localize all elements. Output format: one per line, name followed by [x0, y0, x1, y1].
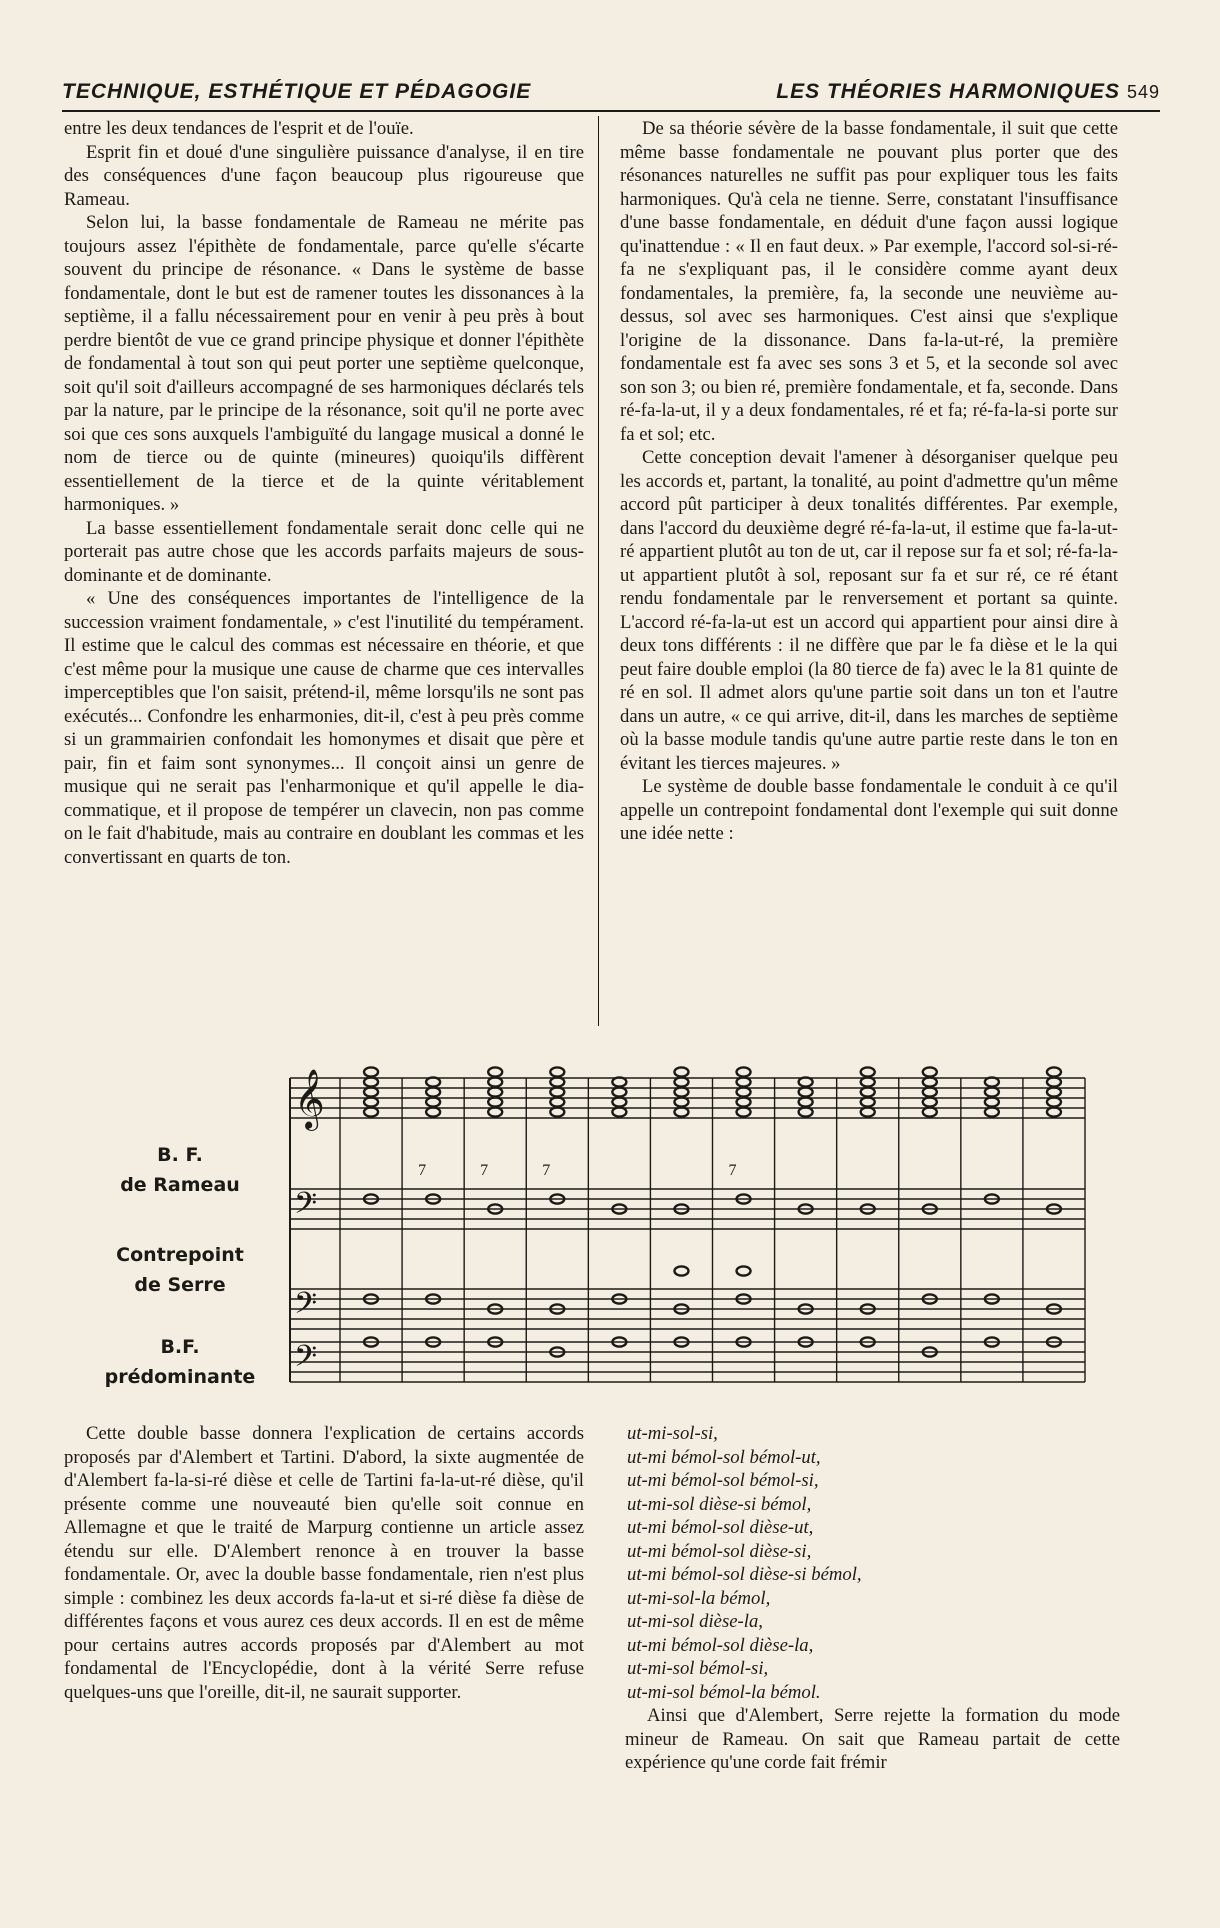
chord-note — [737, 1067, 751, 1076]
chord-note — [612, 1107, 626, 1116]
paragraph: De sa théorie sévère de la basse fondamentale, il suit que cette même basse fondamentale ne pouvant plus porter que des résonances naturelles ne suffit pas pour expliquer tous les faits harmoniques. Qu'à cela ne tienne. Serre, constatant l'insuffisance d'une basse fondamentale, en déduit d'une façon aussi logique qu'inattendue : « Il en faut deux. » Par exemple, l'accord sol-si-ré-fa ne s'expliquant pas, il le considère comme ayant deux fondamentales, la première, fa, la seconde une neuvième au-dessus, sol avec ses harmoniques. C'est ainsi que s'explique l'origine de la dissonance. Dans fa-la-ut-ré, la première fondamentale est fa avec ses sons 3 et 5, et la seconde sol avec son son 3; ou bien ré, première fondamentale, et fa, seconde. Dans ré-fa-la-ut, il y a deux fondamentales, ré et fa; ré-fa-la-si porte sur fa et sol; etc. — [620, 118, 1118, 445]
column-divider — [598, 116, 599, 1026]
header-rule — [62, 110, 1160, 112]
chord-list-item: ut-mi-sol dièse-si bémol, — [627, 1493, 812, 1515]
chord-note — [674, 1087, 688, 1096]
label-bf-rameau-line2: de Rameau — [120, 1174, 240, 1196]
chord-note — [985, 1107, 999, 1116]
chord-list-item: ut-mi-sol-si, — [627, 1423, 718, 1444]
paragraph: Cette double basse donnera l'explication de certains accords proposés par d'Alembert et Tartini. D'abord, la sixte augmentée de d'Alembert fa-la-si-ré dièse et celle de Tartini fa-la-ut-ré dièse, qu'il présente comme une nouveauté bien qu'elle soit connue en Allemagne et que le traité de Marpurg contienne un article assez étendu sur elle. D'Alembert renonce à en trouver la basse fondamentale. Or, avec la double basse fondamentale, rien n'est plus simple : combinez les deux accords fa-la-ut et si-ré dièse fa dièse de différentes façons et vous aurez ces deux accords. Il en est de même pour certains autres accords proposés par d'Alembert au mot fondamental de l'Encyclopédie, dont à la vérité Serre refuse quelques-uns que l'oreille, dit-il, ne saurait supporter. — [64, 1423, 584, 1703]
chord-list-item: ut-mi bémol-sol dièse-si, — [627, 1540, 812, 1562]
musical-example — [250, 1052, 1096, 1388]
chord-note — [364, 1077, 378, 1086]
lower-left-column-text — [64, 1422, 584, 1704]
chord-list-item: ut-mi bémol-sol dièse-ut, — [627, 1517, 814, 1538]
label-contrepoint-line1: Contrepoint — [116, 1244, 244, 1266]
chord-list-item: ut-mi bémol-sol bémol-ut, — [627, 1446, 821, 1468]
paragraph: Selon lui, la basse fondamentale de Rameau ne mérite pas toujours assez l'épithète de fondamentale, parce qu'elle s'écarte souvent du principe de résonance. « Dans le système de basse fondamentale, dont le but est de ramener toutes les dissonances à la septième, il a fallu nécessairement pour en venir à peu près à bout perdre bientôt de vue ce grand principe physique et donner l'épithète de fondamental à tout son qui peut porter une septième quelconque, soit qu'il soit d'ailleurs accompagné de ses harmoniques déclarés tels par la nature, par le principe de la résonance, soit qu'il ne porte avec soi que ces sons auxquels l'ambiguïté du langage musical a donné le nom de tierce ou de quinte (mineures) quoiqu'ils diffèrent essentiellement de la tierce et de la quinte véritablement harmoniques. » — [64, 212, 584, 515]
chord-list — [625, 1422, 1120, 1704]
chord-note — [799, 1087, 813, 1096]
lower-right-column-text — [625, 1422, 1120, 1775]
contrepoint-note — [674, 1266, 688, 1275]
chord-note — [426, 1097, 440, 1106]
chord-note — [612, 1087, 626, 1096]
label-predominante-line1: B.F. — [160, 1336, 200, 1358]
paragraph: La basse essentiellement fondamentale serait donc celle qui ne porterait pas autre chose que les accords parfaits majeurs de sous-dominante et de dominante. — [64, 517, 584, 586]
figured-bass-seven: 7 — [728, 1162, 737, 1179]
chord-note — [550, 1077, 564, 1086]
chord-note — [861, 1067, 875, 1076]
chord-note — [364, 1107, 378, 1116]
paragraph: Esprit fin et doué d'une singulière puissance d'analyse, il en tire des conséquences d'une façon beaucoup plus rigoureuse que Rameau. — [64, 141, 584, 210]
chord-note — [737, 1087, 751, 1096]
chord-note — [426, 1087, 440, 1096]
chord-note — [488, 1107, 502, 1116]
chord-note — [1047, 1087, 1061, 1096]
chord-note — [674, 1077, 688, 1086]
label-predominante-line2: prédominante — [104, 1366, 256, 1388]
contrepoint-note — [737, 1266, 751, 1275]
chord-note — [985, 1077, 999, 1086]
right-column-text — [620, 117, 1118, 846]
chord-note — [1047, 1107, 1061, 1116]
chord-note — [861, 1097, 875, 1106]
paragraph: Le système de double basse fondamentale le conduit à ce qu'il appelle un contrepoint fondamental dont l'exemple qui suit donne une idée nette : — [620, 776, 1118, 844]
bass-clef-icon: 𝄢 — [294, 1287, 318, 1328]
header-left-title: TECHNIQUE, ESTHÉTIQUE ET PÉDAGOGIE — [62, 80, 532, 103]
running-header — [62, 80, 1160, 112]
paragraph: Cette conception devait l'amener à désorganiser quelque peu les accords et, partant, la tonalité, au point d'admettre qu'un même accord pût participer à deux tonalités différentes. Par exemple, dans l'accord du deuxième degré ré-fa-la-ut, il estime que fa-la-ut-ré appartient plutôt au ton de ut, car il repose sur fa et sol; ré-fa-la-ut appartient plutôt à sol, reposant sur fa et sur ré, ce ré étant rendu fondamentale par le renversement et portant sa quinte. L'accord ré-fa-la-ut est un accord qui appartient pour ainsi dire à deux tons différents : il ne diffère que par le fa dièse et le la qui peut faire double emploi (la 80 tierce de fa) avec le la 81 quinte de ré en sol. Il admet alors qu'une partie soit dans un ton et l'autre dans un autre, « ce qui arrive, dit-il, dans les marches de septième où la basse module tandis qu'une autre partie reste dans le ton en évitant les tierces majeures. » — [620, 447, 1118, 774]
chord-note — [985, 1087, 999, 1096]
chord-note — [550, 1107, 564, 1116]
chord-note — [364, 1097, 378, 1106]
figured-bass-seven: 7 — [418, 1162, 427, 1179]
chord-note — [923, 1087, 937, 1096]
treble-clef-icon: 𝄞 — [294, 1069, 325, 1129]
chord-note — [1047, 1077, 1061, 1086]
chord-note — [737, 1107, 751, 1116]
chord-note — [923, 1067, 937, 1076]
chord-note — [861, 1107, 875, 1116]
bass-clef-icon: 𝄢 — [294, 1187, 318, 1228]
chord-note — [923, 1077, 937, 1086]
chord-list-item: ut-mi-sol bémol-la bémol. — [627, 1681, 821, 1703]
chord-list-item: ut-mi-sol bémol-si, — [627, 1658, 769, 1679]
chord-note — [861, 1087, 875, 1096]
chord-note — [488, 1097, 502, 1106]
chord-note — [1047, 1097, 1061, 1106]
chord-note — [488, 1067, 502, 1076]
chord-note — [799, 1107, 813, 1116]
chord-list-item: ut-mi bémol-sol dièse-si bémol, — [627, 1564, 862, 1585]
chord-note — [612, 1097, 626, 1106]
chord-note — [674, 1097, 688, 1106]
chord-note — [674, 1107, 688, 1116]
label-bf-rameau-line1: B. F. — [157, 1144, 203, 1166]
chord-note — [923, 1107, 937, 1116]
chord-note — [1047, 1067, 1061, 1076]
chord-list-item: ut-mi-sol-la bémol, — [627, 1587, 771, 1609]
header-right-title: LES THÉORIES HARMONIQUES — [776, 80, 1120, 103]
chord-list-item: ut-mi-sol dièse-la, — [627, 1611, 763, 1632]
bass-clef-icon: 𝄢 — [294, 1340, 318, 1381]
chord-note — [364, 1067, 378, 1076]
chord-note — [488, 1087, 502, 1096]
paragraph: Ainsi que d'Alembert, Serre rejette la formation du mode mineur de Rameau. On sait que Rameau partait de cette expérience qu'une corde fait frémir — [625, 1705, 1120, 1773]
paragraph: entre les deux tendances de l'esprit et de l'ouïe. — [64, 118, 414, 139]
chord-note — [674, 1067, 688, 1076]
label-contrepoint-line2: de Serre — [134, 1274, 226, 1296]
chord-note — [426, 1107, 440, 1116]
chord-note — [426, 1077, 440, 1086]
figured-bass-seven: 7 — [542, 1162, 551, 1179]
figured-bass-seven: 7 — [480, 1162, 489, 1179]
chord-note — [737, 1077, 751, 1086]
chord-list-item: ut-mi bémol-sol bémol-si, — [627, 1470, 819, 1491]
chord-note — [799, 1097, 813, 1106]
paragraph: « Une des conséquences importantes de l'intelligence de la succession vraiment fondamentale, » c'est l'inutilité du tempérament. Il estime que le calcul des commas est nécessaire en théorie, et que c'est même pour la musique une cause de charme que ces intervalles imperceptibles que l'on saisit, prétend-il, même lorsqu'ils ne sont pas exécutés... Confondre les enharmonies, dit-il, c'est à peu près comme si un grammairien confondait les homonymes et disait que père et pair, fin et faim sont synonymes... Il conçoit ainsi un genre de musique qui ne serait pas l'enharmonique et qu'il appelle le dia-commatique, et il propose de tempérer un clavecin, non pas comme on le fait d'habitude, mais au contraire en doublant les commas et les convertissant en quarts de ton. — [64, 588, 584, 868]
chord-note — [799, 1077, 813, 1086]
chord-list-item: ut-mi bémol-sol dièse-la, — [627, 1634, 814, 1656]
chord-note — [364, 1087, 378, 1096]
chord-note — [488, 1077, 502, 1086]
chord-note — [550, 1087, 564, 1096]
chord-note — [550, 1067, 564, 1076]
chord-note — [612, 1077, 626, 1086]
chord-note — [923, 1097, 937, 1106]
page-number: 549 — [1126, 82, 1160, 102]
chord-note — [737, 1097, 751, 1106]
chord-note — [550, 1097, 564, 1106]
left-column-text — [64, 117, 584, 869]
chord-note — [861, 1077, 875, 1086]
chord-note — [985, 1097, 999, 1106]
